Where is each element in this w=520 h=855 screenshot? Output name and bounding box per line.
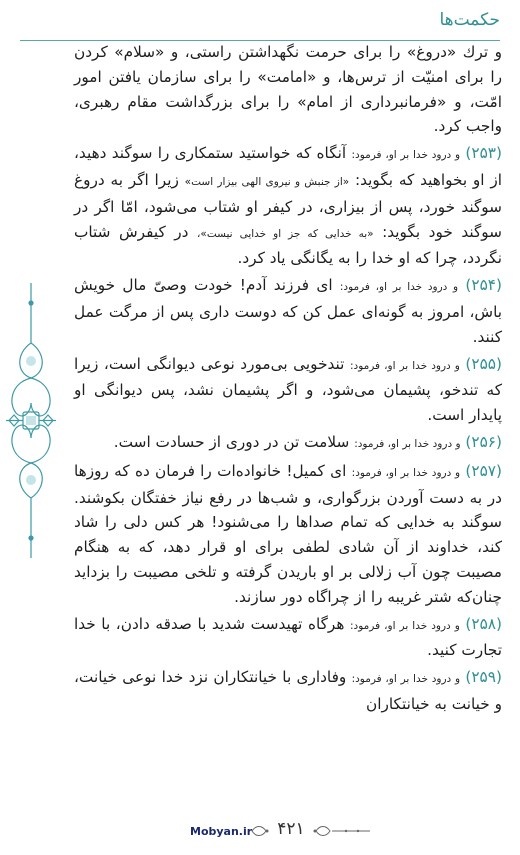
saying-254 [74, 273, 502, 349]
page-footer [0, 817, 520, 847]
decorative-ornament-icon [6, 283, 56, 558]
saying-text: تندخویی بی‌مورد نوعی دیوانگی است، زیرا که تندخو، پشیمان می‌شود، و اگر پشیمان نشد، پس دیوانگی او پایدار است. [74, 354, 502, 425]
saying-formula: و درود خدا بر او، فرمود: [351, 149, 461, 162]
footer-ornament-left-icon [250, 823, 270, 839]
oath-quote: «به خدایی که جز او خدایی نیست»، [197, 227, 374, 240]
paragraph-text: و ترك «دروغ» را برای حرمت نگهداشتن راستی، و «سلام» کردن را برای امنیّت از ترس‌ها، و «امامت» را برای سازمان یافتن امور امّت، و «فرمانبرداری از امام» را برای بزرگداشت مقام رهبری، واجب کرد. [74, 43, 502, 136]
saying-258 [74, 612, 502, 664]
saying-number: (۲۵۵) [465, 354, 502, 373]
saying-text-continued: در کیفرش شتاب نگردد، چرا که او خدا را به یگانگی یاد کرد. [74, 222, 502, 268]
saying-257 [74, 459, 502, 610]
saying-formula: و درود خدا بر او، فرمود: [339, 281, 459, 294]
saying-number: (۲۵۸) [465, 614, 502, 633]
saying-253 [74, 141, 502, 271]
saying-text: ای کمیل! خانواده‌ات را فرمان ده که روزها در به دست آوردن بزرگواری، و شب‌ها در رفع نیاز خفتگان بکوشند. سوگند به خدایی که تمام صداها را می‌شنود! هر کس دلی را شاد کند، خداوند از آن شادی لطفی برای او قرار دهد، که به هنگام مصیبت چون آب زلالی بر او باریدن گرفته و تلخی مصیبت را بزداید چنان‌که شتر غریبه را از چراگاه دور سازند. [74, 461, 502, 606]
saying-256 [74, 430, 502, 457]
saying-number: (۲۵۳) [465, 144, 502, 163]
saying-formula: و درود خدا بر او، فرمود: [350, 359, 460, 372]
paragraph-continuation [74, 40, 502, 139]
saying-text: وفاداری با خیانتکاران نزد خدا نوعی خیانت، و خیانت به خیانتکاران [74, 668, 502, 713]
oath-quote: «از جنبش و نیروی الهی بیزار است» [184, 175, 350, 188]
saying-formula: و درود خدا بر او، فرمود: [354, 437, 461, 450]
main-content [74, 40, 502, 717]
saying-259 [74, 665, 502, 717]
saying-number: (۲۵۷) [465, 461, 502, 480]
section-title: حکمت‌ها [439, 10, 500, 30]
saying-formula: و درود خدا بر او، فرمود: [351, 466, 461, 479]
saying-text: هرگاه تهیدست شدید با صدقه دادن، با خدا تجارت کنید. [74, 614, 502, 660]
saying-formula: و درود خدا بر او، فرمود: [350, 619, 460, 632]
footer-ornament-right-icon [312, 823, 372, 839]
site-watermark: Mobyan.ir [190, 825, 253, 838]
saying-text: سلامت تن در دوری از حسادت است. [113, 432, 350, 451]
saying-255 [74, 352, 502, 428]
saying-number: (۲۵۴) [465, 276, 502, 295]
saying-text: آنگاه که خواستید ستمکاری را سوگند دهید، از او بخواهید که بگوید: [74, 144, 502, 189]
saying-formula: و درود خدا بر او، فرمود: [351, 673, 461, 686]
page-number: ۴۲۱ [277, 819, 305, 839]
saying-text-continued: زیرا اگر به دروغ سوگند خورد، پس از بیزاری، در کیفر او شتاب می‌شود، امّا اگر در سوگند خود بگوید: [74, 170, 502, 241]
saying-text: ای فرزند آدم! خودت وصیّ مال خویش باش، امروز به گونه‌ای عمل کن که دوست داری پس از مرگت عمل کنند. [74, 276, 502, 346]
saying-number: (۲۵۶) [465, 432, 502, 451]
saying-number: (۲۵۹) [465, 668, 502, 687]
